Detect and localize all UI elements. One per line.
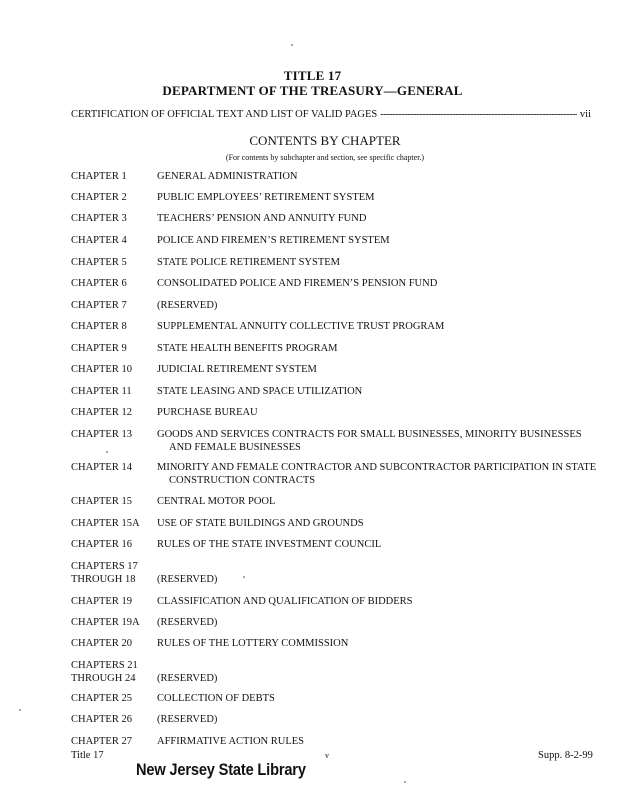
chapter-title: USE OF STATE BUILDINGS AND GROUNDS (157, 518, 364, 529)
chapter-title-line-1: GOODS AND SERVICES CONTRACTS FOR SMALL BUSINESSES, MINORITY BUSINESSES (157, 429, 582, 440)
chapter-number: CHAPTER 12 (71, 407, 132, 418)
chapter-title: PURCHASE BUREAU (157, 407, 258, 418)
chapter-title: (RESERVED) (157, 300, 218, 311)
scan-speck (291, 44, 293, 46)
chapter-title (157, 429, 597, 454)
chapter-title: RULES OF THE STATE INVESTMENT COUNCIL (157, 539, 382, 550)
chapter-number (71, 561, 161, 586)
scan-speck (19, 709, 21, 711)
chapter-number: CHAPTER 2 (71, 192, 127, 203)
chapter-number: CHAPTER 14 (71, 462, 132, 473)
contents-note: (For contents by subchapter and section, see specific chapter.) (225, 153, 425, 162)
title-line-2: DEPARTMENT OF THE TREASURY—GENERAL (162, 83, 463, 98)
chapter-number: CHAPTER 13 (71, 429, 132, 440)
footer-title: Title 17 (71, 750, 104, 761)
chapter-number: CHAPTER 26 (71, 714, 132, 725)
certification-line (71, 109, 591, 120)
certification-page: vii (579, 109, 591, 120)
chapter-number: CHAPTER 6 (71, 278, 127, 289)
chapter-title: POLICE AND FIREMEN’S RETIREMENT SYSTEM (157, 235, 390, 246)
chapter-number: CHAPTER 1 (71, 171, 127, 182)
title-line-1: TITLE 17 (283, 68, 342, 83)
chapter-title: STATE POLICE RETIREMENT SYSTEM (157, 257, 341, 268)
scan-speck (106, 451, 108, 453)
chapter-number-line-2: THROUGH 18 (71, 573, 136, 585)
chapter-number: CHAPTER 25 (71, 693, 132, 704)
chapter-title: (RESERVED) (157, 573, 218, 585)
chapter-title: (RESERVED) (157, 714, 218, 725)
chapter-title: STATE HEALTH BENEFITS PROGRAM (157, 343, 338, 354)
chapter-number: CHAPTER 15A (71, 518, 140, 529)
chapter-title: JUDICIAL RETIREMENT SYSTEM (157, 364, 317, 375)
chapter-number (71, 660, 161, 685)
library-stamp: New Jersey State Library (136, 760, 306, 779)
chapter-title: SUPPLEMENTAL ANNUITY COLLECTIVE TRUST PROGRAM (157, 321, 445, 332)
contents-heading: CONTENTS BY CHAPTER (249, 133, 401, 148)
chapter-number-line-2: THROUGH 24 (71, 672, 136, 684)
chapter-title: CENTRAL MOTOR POOL (157, 496, 276, 507)
scan-speck (404, 781, 406, 783)
chapter-title (157, 462, 597, 487)
chapter-title: COLLECTION OF DEBTS (157, 693, 275, 704)
chapter-number: CHAPTER 3 (71, 213, 127, 224)
chapter-title: GENERAL ADMINISTRATION (157, 171, 298, 182)
chapter-title: AFFIRMATIVE ACTION RULES (157, 736, 305, 747)
chapter-title: (RESERVED) (157, 617, 218, 628)
chapter-title-line-2: AND FEMALE BUSINESSES (169, 441, 301, 453)
chapter-number-line-1: CHAPTERS 17 (71, 561, 138, 572)
chapter-number-line-1: CHAPTERS 21 (71, 660, 138, 671)
chapter-number: CHAPTER 7 (71, 300, 127, 311)
chapter-number: CHAPTER 19 (71, 596, 132, 607)
footer-supplement-date: Supp. 8-2-99 (538, 750, 593, 761)
chapter-number: CHAPTER 11 (71, 386, 132, 397)
chapter-title: TEACHERS’ PENSION AND ANNUITY FUND (157, 213, 367, 224)
dot-leader (380, 109, 577, 120)
chapter-number: CHAPTER 15 (71, 496, 132, 507)
chapter-title: STATE LEASING AND SPACE UTILIZATION (157, 386, 363, 397)
chapter-title: CONSOLIDATED POLICE AND FIREMEN’S PENSION FUND (157, 278, 438, 289)
chapter-number: CHAPTER 9 (71, 343, 127, 354)
chapter-number: CHAPTER 27 (71, 736, 132, 747)
chapter-number: CHAPTER 20 (71, 638, 132, 649)
certification-label: CERTIFICATION OF OFFICIAL TEXT AND LIST OF VALID PAGES (71, 109, 378, 120)
chapter-title: RULES OF THE LOTTERY COMMISSION (157, 638, 349, 649)
chapter-number: CHAPTER 4 (71, 235, 127, 246)
chapter-title: CLASSIFICATION AND QUALIFICATION OF BIDDERS (157, 596, 413, 607)
chapter-number: CHAPTER 19A (71, 617, 140, 628)
chapter-title-line-1: MINORITY AND FEMALE CONTRACTOR AND SUBCONTRACTOR PARTICIPATION IN STATE (157, 462, 597, 473)
chapter-number: CHAPTER 16 (71, 539, 132, 550)
chapter-title: PUBLIC EMPLOYEES’ RETIREMENT SYSTEM (157, 192, 375, 203)
chapter-number: CHAPTER 5 (71, 257, 127, 268)
chapter-number: CHAPTER 8 (71, 321, 127, 332)
scan-speck (243, 576, 245, 578)
chapter-title: (RESERVED) (157, 672, 218, 684)
chapter-title-line-2: CONSTRUCTION CONTRACTS (169, 474, 316, 486)
footer-page-number: v (325, 751, 329, 760)
chapter-number: CHAPTER 10 (71, 364, 132, 375)
